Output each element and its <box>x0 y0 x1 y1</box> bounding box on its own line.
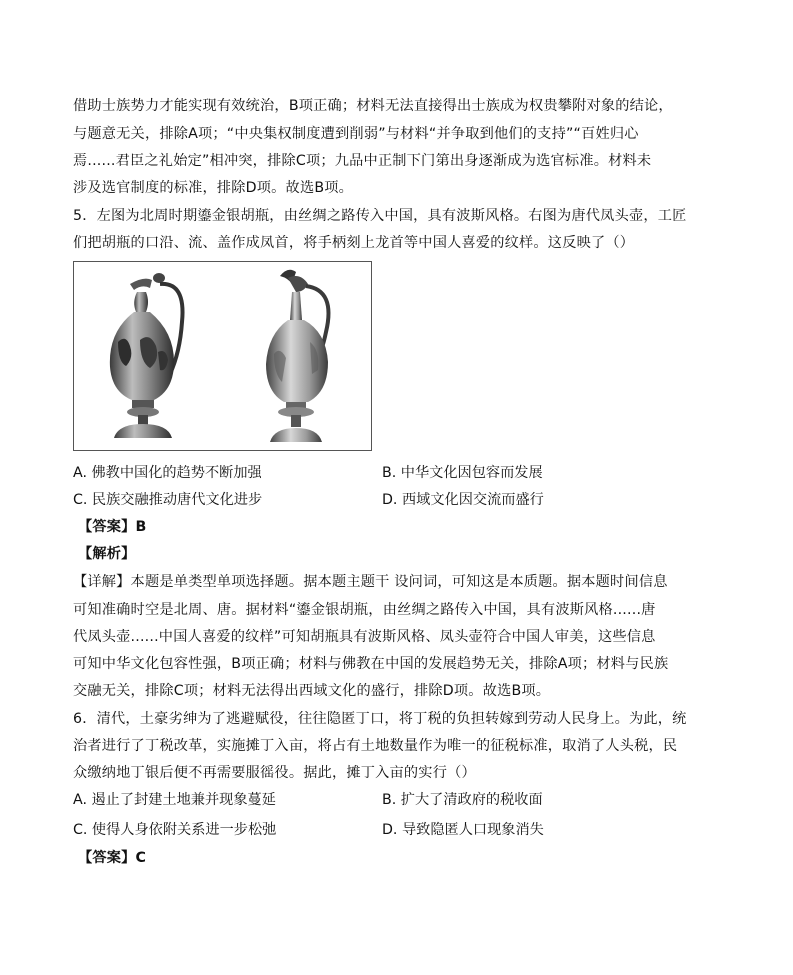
vessels-figure <box>73 261 372 451</box>
q5-option-a: A. 佛教中国化的趋势不断加强 <box>73 465 262 481</box>
q6-option-c: C. 使得人身依附关系进一步松弛 <box>73 822 277 838</box>
q5-option-c: C. 民族交融推动唐代文化进步 <box>73 492 263 508</box>
q6-option-b: B. 扩大了清政府的税收面 <box>382 792 543 808</box>
vessels-illustration <box>74 262 371 450</box>
q5-detail-line-4: 可知中华文化包容性强，B项正确；材料与佛教在中国的发展趋势无关，排除A项；材料与民族 <box>73 656 669 672</box>
prev-explanation-line-2: 与题意无关，排除A项；“中央集权制度遭到削弱”与材料“并争取到他们的支持”“百姓归心 <box>73 126 639 142</box>
q5-detail-line-3: 代凤头壶......中国人喜爱的纹样”可知胡瓶具有波斯风格、凤头壶符合中国人审美，这些信息 <box>73 629 656 645</box>
silver-ewer-image <box>110 273 183 438</box>
q6-stem-line-2: 治者进行了丁税改革，实施摊丁入亩，将占有土地数量作为唯一的征税标准，取消了人头税，民 <box>73 738 678 754</box>
q5-detail-line-1: 【详解】本题是单类型单项选择题。据本题主题干 设问词，可知这是本质题。据本题时间信息 <box>73 574 668 590</box>
prev-explanation-line-1: 借助士族势力才能实现有效统治，B项正确；材料无法直接得出士族成为权贵攀附对象的结论， <box>73 98 673 114</box>
q5-option-b: B. 中华文化因包容而发展 <box>382 465 543 481</box>
prev-explanation-line-4: 涉及选官制度的标准，排除D项。故选B项。 <box>73 180 354 196</box>
q5-option-d: D. 西域文化因交流而盛行 <box>382 492 544 508</box>
q6-option-a: A. 遏止了封建土地兼并现象蔓延 <box>73 792 276 808</box>
q6-answer: 【答案】C <box>78 850 147 866</box>
prev-explanation-line-3: 焉......君臣之礼始定”相冲突，排除C项；九品中正制下门第出身逐渐成为选官标准。材料未 <box>73 153 652 169</box>
phoenix-ewer-image <box>266 270 329 442</box>
q5-answer: 【答案】B <box>78 519 147 535</box>
q6-option-d: D. 导致隐匿人口现象消失 <box>382 822 544 838</box>
q5-analysis-label: 【解析】 <box>78 546 136 562</box>
q5-detail-line-5: 交融无关，排除C项；材料无法得出西域文化的盛行，排除D项。故选B项。 <box>73 683 551 699</box>
q6-stem-line-1: 6．清代，土豪劣绅为了逃避赋役，往往隐匿丁口，将丁税的负担转嫁到劳动人民身上。为此，统 <box>73 711 687 727</box>
q5-stem-line-2: 们把胡瓶的口沿、流、盖作成凤首，将手柄刻上龙首等中国人喜爱的纹样。这反映了（） <box>73 235 635 251</box>
q6-stem-line-3: 众缴纳地丁银后便不再需要服徭役。据此，摊丁入亩的实行（） <box>73 765 476 781</box>
q5-detail-line-2: 可知准确时空是北周、唐。据材料“鎏金银胡瓶，由丝绸之路传入中国，具有波斯风格......唐 <box>73 602 656 618</box>
q5-stem-line-1: 5．左图为北周时期鎏金银胡瓶，由丝绸之路传入中国，具有波斯风格。右图为唐代凤头壶，工匠 <box>73 208 687 224</box>
